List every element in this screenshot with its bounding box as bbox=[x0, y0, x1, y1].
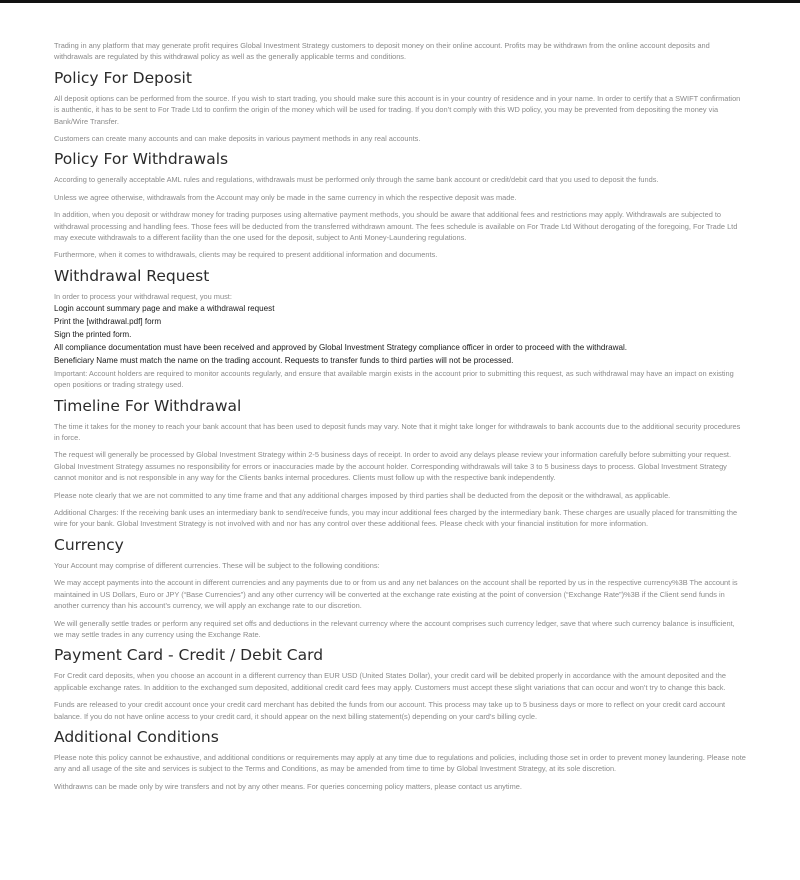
timeline-paragraph: Additional Charges: If the receiving bank uses an intermediary bank to send/receive funds, you may incur additional fees charged by the intermediary bank. These charges are usually placed for transmitting the wire for your bank. Global Investment Strategy is not involved with and nor has any control over these additional fees. Please check with your financial institution for more information. bbox=[54, 508, 738, 529]
additional-conditions-paragraph: Withdrawns can be made only by wire transfers and not by any other means. For queries concerning policy matters, please contact us anytime. bbox=[54, 781, 522, 791]
withdrawals-heading: Policy For Withdrawals bbox=[54, 150, 229, 169]
top-bar bbox=[0, 0, 800, 3]
currency-heading: Currency bbox=[54, 535, 124, 554]
additional-conditions-heading: Additional Conditions bbox=[54, 727, 219, 746]
request-step: Print the [withdrawal.pdf] form bbox=[54, 317, 162, 327]
additional-conditions-paragraph: Please note this policy cannot be exhaustive, and additional conditions or requirements may apply at any time due to regulations and policies, including those set in order to prevent money laundering. Please note any and all usage of the site and services is subject to the Terms and Conditions, as may be amended from time to time by Global Investment Strategy, at its sole discretion. bbox=[54, 752, 746, 774]
request-important-note: Important: Account holders are required to monitor accounts regularly, and ensure that available margin exists in the account prior to submitting this request, as such withdrawal may have an impact on existing open positions or trading strategy used. bbox=[54, 368, 734, 390]
withdrawal-request-heading: Withdrawal Request bbox=[54, 266, 210, 285]
withdrawals-paragraph: In addition, when you deposit or withdraw money for trading purposes using alternative payment methods, you should be aware that additional fees and restrictions may apply. Withdrawals are subjected to withdrawal processing and handling fees. Those fees will be deducted from the transferred withdrawn amount. The fees schedule is available on For Trade Ltd Without derogating of the foregoing, For Trade Ltd may execute withdrawals to a different facility than the one used for the deposit, subject to Anti Money-Laundering regulations. bbox=[54, 210, 738, 243]
timeline-paragraph: The time it takes for the money to reach your bank account that has been used to deposit funds may vary. Note that it might take longer for withdrawals to bank accounts due to the additional security procedures in force. bbox=[54, 421, 741, 443]
request-intro: In order to process your withdrawal request, you must: bbox=[54, 291, 232, 301]
currency-paragraph: Your Account may comprise of different currencies. These will be subject to the following conditions: bbox=[54, 560, 380, 570]
payment-card-paragraph: For Credit card deposits, when you choose an account in a different currency than EUR USD (United States Dollar), your credit card will be debited properly in accordance with the amount deposited and the applicable exchange rates. In addition to the exchanged sum deposited, additional credit card fees may apply. Customers must accept these slight variations that can occur and won’t try to change this back. bbox=[54, 671, 726, 692]
deposit-paragraph: All deposit options can be performed from the source. If you wish to start trading, you should make sure this account is in your country of residence and in your name. In order to certify that a SWIFT confirmation is authentic, it has to be sent to For Trade Ltd to confirm the origin of the money which will be used for trading. If you don’t comply with this WD policy, you may be prevented from depositing the money via Bank/Wire Transfer. bbox=[54, 93, 741, 126]
policy-content bbox=[54, 40, 746, 798]
payment-card-heading: Payment Card - Credit / Debit Card bbox=[54, 646, 324, 665]
deposit-paragraph: Customers can create many accounts and can make deposits in various payment methods in any real accounts. bbox=[54, 134, 421, 144]
timeline-paragraph: Please note clearly that we are not committed to any time frame and that any additional charges imposed by third parties shall be deducted from the deposit or the withdrawal, as applicable. bbox=[54, 490, 671, 500]
request-step: Beneficiary Name must match the name on the trading account. Requests to transfer funds to third parties will not be processed. bbox=[54, 355, 514, 365]
currency-paragraph: We may accept payments into the account in different currencies and any payments due to or from us and any net balances on the account shall be reported by us in the respective currency%3B The account is maintained in US Dollars, Euro or JPY (“Base Currencies”) and any other currency will be converted at the exchange rate existing at the point of conversion (“Exchange Rate”)%3B if the Client send funds in another currency than his account’s currency, we will apply an exchange rate to our discretion. bbox=[54, 578, 738, 611]
timeline-paragraph: The request will generally be processed by Global Investment Strategy within 2-5 business days of receipt. In order to avoid any delays please review your information carefully before submitting your request. Global Investment Strategy assumes no responsibility for errors or inaccuracies made by the account holder. Corresponding withdrawals will take 3 to 5 business days to process. Global Investment Strategy cannot monitor and is not responsible in any way for the Clients banks internal procedures. Clients must follow up with the respective bank independently. bbox=[54, 450, 732, 483]
request-step: All compliance documentation must have been received and approved by Global Investment Strategy compliance officer in order to proceed with the withdrawal. bbox=[54, 343, 628, 352]
request-steps-list bbox=[54, 303, 746, 368]
intro-paragraph: Trading in any platform that may generate profit requires Global Investment Strategy customers to deposit money on their online account. Profits may be withdrawn from the online account deposits and withdrawals are regulated by this withdrawal policy as well as the generally applicable terms and conditions. bbox=[54, 41, 710, 62]
request-step: Sign the printed form. bbox=[54, 330, 132, 340]
withdrawals-paragraph: Furthermore, when it comes to withdrawals, clients may be required to present additional information and documents. bbox=[54, 250, 438, 260]
currency-paragraph: We will generally settle trades or perform any required set offs and deductions in the relevant currency where the account comprises such currency ledger, save that where such currency balance is insufficient, we may settle trades in any currency using the Exchange Rate. bbox=[54, 618, 735, 639]
payment-card-paragraph: Funds are released to your credit account once your credit card merchant has debited the funds from our account. This process may take up to 5 business days or more to reflect on your credit card account balance. If you do not have online access to your credit card, it should appear on the next billing statement(s) depending on your card’s billing cycle. bbox=[54, 700, 726, 721]
withdrawals-paragraph: Unless we agree otherwise, withdrawals from the Account may only be made in the same currency in which the respective deposit was made. bbox=[54, 192, 517, 202]
timeline-heading: Timeline For Withdrawal bbox=[54, 396, 242, 415]
deposit-heading: Policy For Deposit bbox=[54, 68, 192, 87]
withdrawals-paragraph: According to generally acceptable AML rules and regulations, withdrawals must be performed only through the same bank account or credit/debit card that you used to deposit the funds. bbox=[54, 175, 659, 185]
request-step: Login account summary page and make a withdrawal request bbox=[54, 304, 275, 314]
